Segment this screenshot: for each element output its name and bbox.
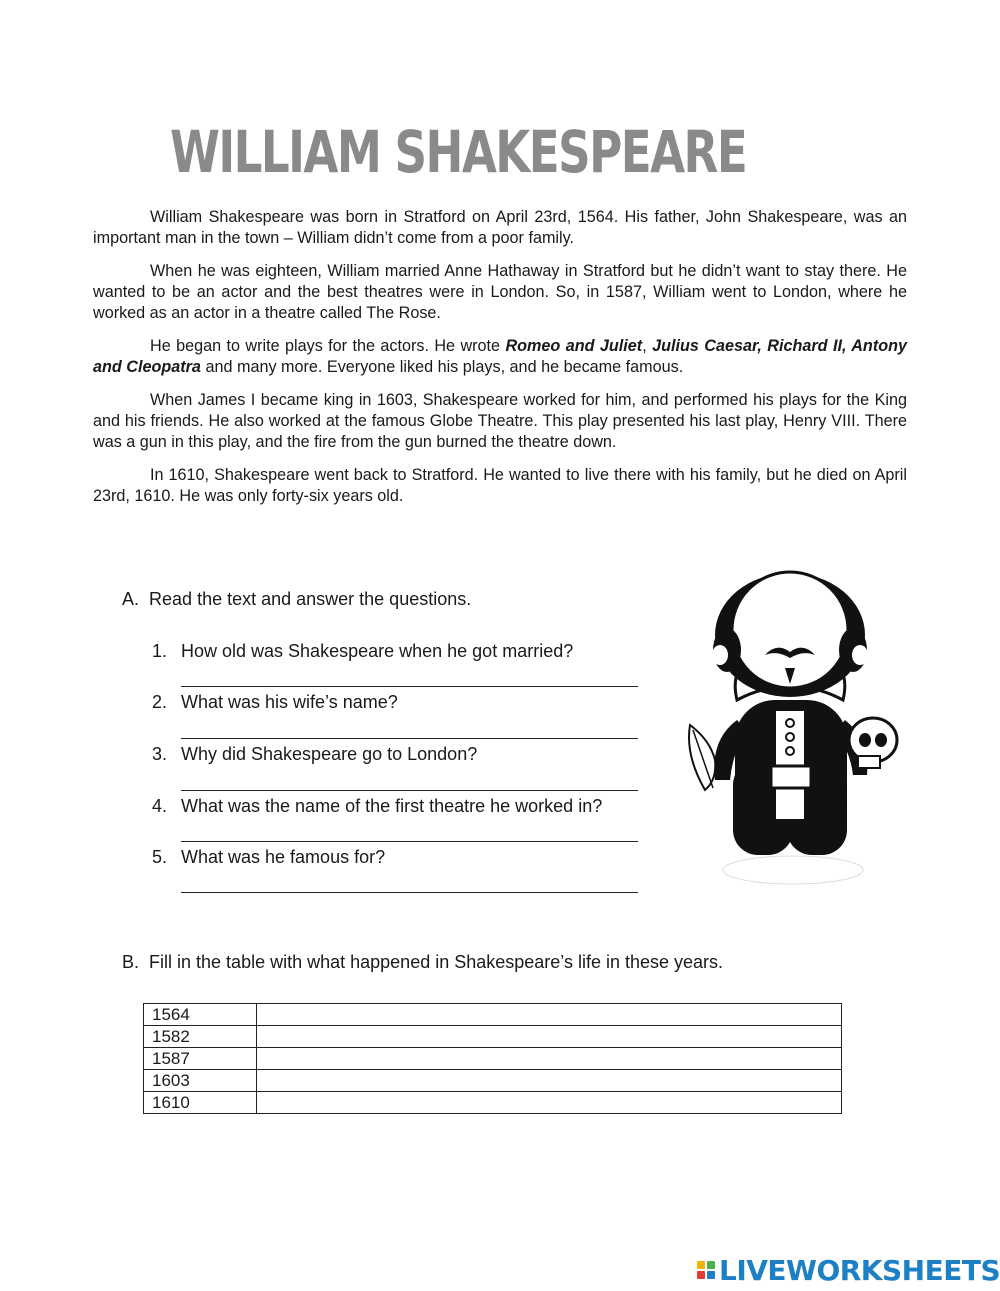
paragraph-5: In 1610, Shakespeare went back to Stratford. He wanted to live there with his family, but he died on April 23rd, 1610. He was only forty-six years old. (93, 466, 907, 505)
question-3 (152, 744, 477, 765)
table-row (144, 1026, 842, 1048)
year-cell: 1564 (144, 1004, 257, 1026)
question-5 (152, 847, 385, 868)
logo-square-blue (707, 1271, 715, 1279)
liveworksheets-logo[interactable] (697, 1255, 1000, 1285)
question-1 (152, 641, 573, 662)
paragraph-2: When he was eighteen, William married Anne Hathaway in Stratford but he didn’t want to stay there. He wanted to be an actor and the best theatres were in London. So, in 1587, William went to London, where he worked as an actor in a theatre called The Rose. (93, 262, 907, 322)
paragraph-3 (93, 336, 907, 378)
question-number: 1. (152, 641, 168, 661)
question-2 (152, 692, 398, 713)
table-row (144, 1070, 842, 1092)
answer-cell[interactable] (257, 1026, 842, 1048)
paragraph-3-sep: , (642, 337, 653, 355)
logo-square-yellow (697, 1261, 705, 1269)
answer-cell[interactable] (257, 1092, 842, 1114)
answer-cell[interactable] (257, 1004, 842, 1026)
logo-icon (697, 1261, 715, 1279)
table-row (144, 1092, 842, 1114)
year-cell: 1610 (144, 1092, 257, 1114)
question-number: 5. (152, 847, 168, 867)
years-table (143, 1003, 842, 1114)
year-cell: 1587 (144, 1048, 257, 1070)
answer-line-3[interactable] (181, 790, 638, 791)
paragraph-1: William Shakespeare was born in Stratford on April 23rd, 1564. His father, John Shakespeare, was an important man in the town – William didn’t come from a poor family. (93, 208, 907, 247)
logo-square-red (697, 1271, 705, 1279)
question-text: What was the name of the first theatre he worked in? (181, 796, 603, 816)
answer-line-1[interactable] (181, 686, 638, 687)
question-text: What was his wife’s name? (181, 692, 398, 712)
table-row (144, 1004, 842, 1026)
reading-text (93, 207, 907, 519)
answer-line-4[interactable] (181, 841, 638, 842)
question-4 (152, 796, 602, 817)
logo-square-green (707, 1261, 715, 1269)
answer-line-5[interactable] (181, 892, 638, 893)
play-titles: Julius Caesar, Richard II, Antony and Cleopatra (93, 337, 907, 376)
shakespeare-cartoon-illustration (675, 560, 905, 895)
question-text: What was he famous for? (181, 847, 386, 867)
section-a-instruction: Read the text and answer the questions. (149, 589, 472, 609)
question-text: Why did Shakespeare go to London? (181, 744, 478, 764)
paragraph-3-start: He began to write plays for the actors. He wrote (150, 337, 506, 355)
question-text: How old was Shakespeare when he got married? (181, 641, 574, 661)
logo-text: LIVEWORKSHEETS (719, 1253, 1000, 1287)
question-number: 2. (152, 692, 168, 712)
question-number: 3. (152, 744, 168, 764)
section-b-instruction: Fill in the table with what happened in Shakespeare’s life in these years. (149, 952, 724, 972)
section-a-heading (122, 589, 471, 610)
section-b-heading (122, 952, 723, 973)
paragraph-4: When James I became king in 1603, Shakespeare worked for him, and performed his plays for the King and his friends. He also worked at the famous Globe Theatre. This play presented his last play, Henry VIII. There was a gun in this play, and the fire from the gun burned the theatre down. (93, 391, 907, 451)
answer-cell[interactable] (257, 1070, 842, 1092)
question-number: 4. (152, 796, 168, 816)
table-row (144, 1048, 842, 1070)
play-title-romeo: Romeo and Juliet (505, 337, 643, 355)
paragraph-3-end: and many more. Everyone liked his plays, and he became famous. (200, 358, 684, 376)
answer-line-2[interactable] (181, 738, 638, 739)
answer-cell[interactable] (257, 1048, 842, 1070)
section-b-label: B. (122, 952, 140, 972)
page-title: WILLIAM SHAKESPEARE (170, 118, 747, 186)
section-a-label: A. (122, 589, 140, 609)
year-cell: 1603 (144, 1070, 257, 1092)
year-cell: 1582 (144, 1026, 257, 1048)
